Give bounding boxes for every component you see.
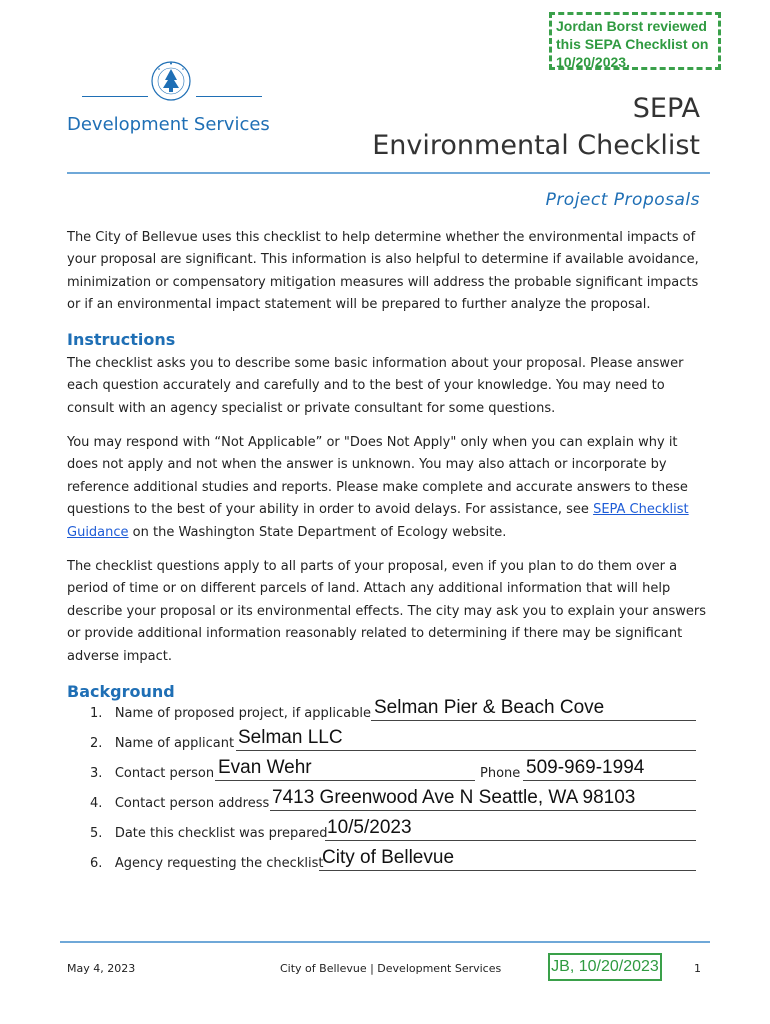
title-line-1: SEPA [632, 93, 700, 124]
applicant-name-value: Selman LLC [238, 727, 343, 748]
question-row [90, 856, 323, 871]
question-row [90, 736, 234, 751]
footer-center-text: City of Bellevue | Development Services [280, 962, 502, 975]
phone-value: 509-969-1994 [526, 757, 645, 778]
question-label: Contact person address [114, 796, 270, 811]
instructions-paragraph-1: The checklist asks you to describe some basic information about your proposal. Please answer each question accurately and carefully and to the best of your knowledge. You may need to consult with an agency specialist or private consultant for some questions. [67, 356, 684, 416]
logo-rule-right [196, 96, 262, 97]
question-number: 2. [90, 736, 103, 751]
intro-paragraph: The City of Bellevue uses this checklist to help determine whether the environmental impacts of your proposal are significant. This information is also helpful to determine if available avoidance, minimization or compensatory mitigation measures will address the probable significant impacts or if an environmental impact statement will be prepared to further analyze the proposal. [67, 230, 699, 313]
page-number: 1 [694, 962, 701, 975]
instructions-paragraph-3: The checklist questions apply to all parts of your proposal, even if you plan to do them over a period of time or on different parcels of land. Attach any additional information that will help describe your proposal or its environmental effects. The city may ask you to explain your answers or provide additional information reasonably related to determining if there may be significant adverse impact. [67, 559, 707, 664]
prepared-date-value: 10/5/2023 [327, 817, 412, 838]
phone-label: Phone [480, 766, 521, 781]
question-row [90, 796, 269, 811]
question-number: 3. [90, 766, 103, 781]
stamp-line-3: 10/20/2023. [556, 54, 630, 70]
requesting-agency-value: City of Bellevue [322, 847, 455, 868]
instructions-heading: Instructions [67, 330, 176, 349]
contact-address-value: 7413 Greenwood Ave N Seattle, WA 98103 [272, 787, 636, 808]
footer-date: May 4, 2023 [67, 962, 136, 975]
question-label: Contact person [114, 766, 215, 781]
question-label: Name of proposed project, if applicable [114, 706, 371, 721]
question-row [90, 826, 328, 841]
question-label: Name of applicant [114, 736, 235, 751]
instructions-paragraph-2 [67, 432, 707, 544]
review-stamp [549, 12, 721, 70]
sepa-guidance-link[interactable]: SEPA Checklist Guidance [67, 502, 689, 540]
question-number: 4. [90, 796, 103, 811]
subtitle: Project Proposals [545, 190, 700, 210]
org-name: Development Services [67, 114, 270, 135]
background-heading: Background [67, 682, 175, 701]
question-number: 5. [90, 826, 103, 841]
p2-text-after: on the Washington State Department of Ecology website. [128, 524, 507, 540]
footer-divider [60, 941, 710, 943]
question-row [90, 706, 371, 721]
stamp-line-2: this SEPA Checklist on [556, 36, 709, 52]
question-number: 6. [90, 856, 103, 871]
title-line-2: Environmental Checklist [372, 130, 700, 161]
question-row [90, 766, 214, 781]
stamp-line-1: Jordan Borst reviewed [556, 18, 707, 34]
reviewer-initials-box: JB, 10/20/2023 [548, 953, 662, 981]
contact-person-value: Evan Wehr [218, 757, 312, 778]
question-label: Agency requesting the checklist [114, 856, 324, 871]
logo-rule-left [82, 96, 148, 97]
project-name-value: Selman Pier & Beach Cove [374, 697, 605, 718]
p2-text-before: You may respond with “Not Applicable” or "Does Not Apply" only when you can explain why it does not apply and not when the answer is unknown. You may also attach or incorporate by reference additional studies and reports. Please make complete and accurate answers to these questions to the best of your ability in order to avoid delays. For assistance, see [67, 435, 688, 518]
question-number: 1. [90, 706, 103, 721]
city-seal-icon [150, 60, 192, 102]
title-divider [67, 172, 710, 174]
question-label: Date this checklist was prepared [114, 826, 328, 841]
